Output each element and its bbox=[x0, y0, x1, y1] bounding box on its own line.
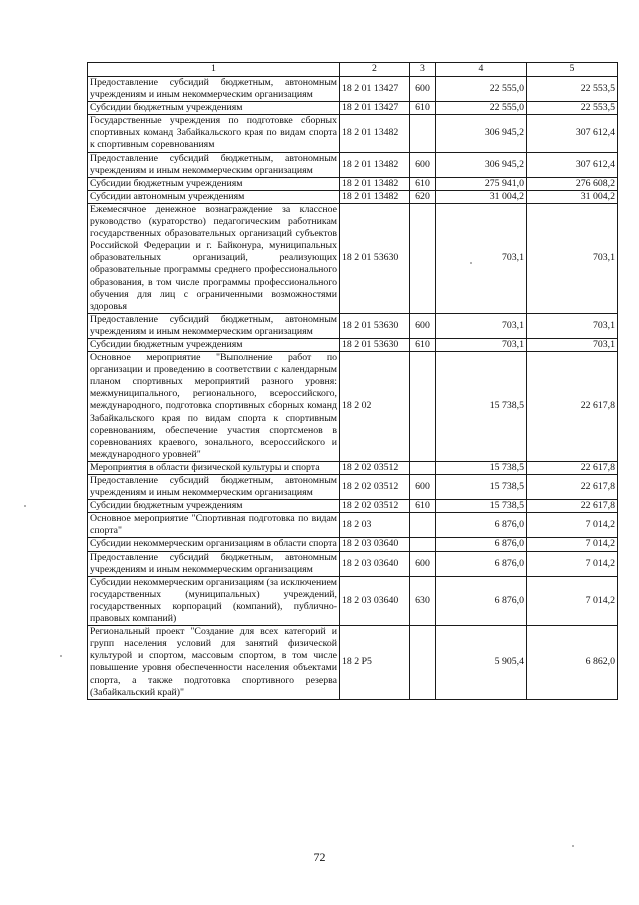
row-code-cell: 18 2 01 53630 bbox=[340, 313, 410, 338]
row-amount-2-cell: 31 004,2 bbox=[527, 190, 618, 203]
row-amount-2-cell: 276 608,2 bbox=[527, 177, 618, 190]
row-amount-2-cell: 22 617,8 bbox=[527, 352, 618, 462]
row-amount-2-cell: 703,1 bbox=[527, 313, 618, 338]
scan-speck bbox=[572, 845, 574, 847]
scan-speck bbox=[60, 655, 62, 657]
row-amount-2-cell: 22 617,8 bbox=[527, 461, 618, 474]
scan-speck bbox=[24, 505, 26, 507]
table-row bbox=[88, 500, 618, 513]
row-code-cell: 18 2 02 03512 bbox=[340, 461, 410, 474]
row-amount-1-cell: 703,1 bbox=[436, 338, 527, 351]
row-code-cell: 18 2 02 03512 bbox=[340, 500, 410, 513]
table-header-row bbox=[88, 63, 618, 77]
row-code-cell: 18 2 02 03512 bbox=[340, 475, 410, 500]
table-row bbox=[88, 77, 618, 102]
table-row bbox=[88, 551, 618, 576]
row-amount-1-cell: 6 876,0 bbox=[436, 551, 527, 576]
row-expense-type-cell bbox=[410, 538, 436, 551]
row-amount-2-cell: 307 612,4 bbox=[527, 115, 618, 152]
table-row bbox=[88, 475, 618, 500]
column-header-code: 2 bbox=[340, 63, 410, 77]
row-amount-1-cell: 15 738,5 bbox=[436, 352, 527, 462]
row-name-cell: Субсидии бюджетным учреждениям bbox=[88, 338, 340, 351]
row-amount-2-cell: 22 553,5 bbox=[527, 102, 618, 115]
table-row bbox=[88, 152, 618, 177]
table-body bbox=[88, 77, 618, 700]
row-amount-2-cell: 22 553,5 bbox=[527, 77, 618, 102]
table-row bbox=[88, 513, 618, 538]
row-expense-type-cell: 610 bbox=[410, 338, 436, 351]
row-name-cell: Мероприятия в области физической культуры и спорта bbox=[88, 461, 340, 474]
row-code-cell: 18 2 01 13482 bbox=[340, 152, 410, 177]
table-row bbox=[88, 190, 618, 203]
row-expense-type-cell bbox=[410, 203, 436, 313]
table-row bbox=[88, 177, 618, 190]
table-row bbox=[88, 352, 618, 462]
row-expense-type-cell: 630 bbox=[410, 576, 436, 625]
row-name-cell: Предоставление субсидий бюджетным, автономным учреждениям и иным некоммерческим организациям bbox=[88, 551, 340, 576]
table-row bbox=[88, 115, 618, 152]
page-number: 72 bbox=[313, 850, 326, 864]
row-amount-2-cell: 7 014,2 bbox=[527, 513, 618, 538]
row-name-cell: Субсидии некоммерческим организациям в области спорта bbox=[88, 538, 340, 551]
row-amount-1-cell: 5 905,4 bbox=[436, 626, 527, 700]
table-row bbox=[88, 313, 618, 338]
table-row bbox=[88, 626, 618, 700]
row-amount-2-cell: 7 014,2 bbox=[527, 551, 618, 576]
row-code-cell: 18 2 01 53630 bbox=[340, 203, 410, 313]
row-expense-type-cell: 620 bbox=[410, 190, 436, 203]
row-amount-1-cell: 6 876,0 bbox=[436, 513, 527, 538]
row-amount-1-cell: 15 738,5 bbox=[436, 475, 527, 500]
row-name-cell: Субсидии автономным учреждениям bbox=[88, 190, 340, 203]
row-expense-type-cell: 610 bbox=[410, 177, 436, 190]
row-amount-2-cell: 7 014,2 bbox=[527, 576, 618, 625]
column-header-amount-2: 5 bbox=[527, 63, 618, 77]
row-expense-type-cell: 610 bbox=[410, 500, 436, 513]
row-expense-type-cell: 600 bbox=[410, 77, 436, 102]
row-name-cell: Государственные учреждения по подготовке сборных спортивных команд Забайкальского края по видам спорта к спортивным соревнованиям bbox=[88, 115, 340, 152]
table-row bbox=[88, 576, 618, 625]
row-expense-type-cell bbox=[410, 626, 436, 700]
row-expense-type-cell: 600 bbox=[410, 313, 436, 338]
column-header-expense-type: 3 bbox=[410, 63, 436, 77]
row-name-cell: Субсидии бюджетным учреждениям bbox=[88, 500, 340, 513]
row-amount-1-cell: 6 876,0 bbox=[436, 538, 527, 551]
row-name-cell: Региональный проект "Создание для всех категорий и групп населения условий для занятий физической культурой и спортом, массовым спортом, в том числе повышение уровня обеспеченности населения объектами спорта, а также подготовка спортивного резерва (Забайкальский край)" bbox=[88, 626, 340, 700]
row-expense-type-cell: 600 bbox=[410, 152, 436, 177]
row-code-cell: 18 2 01 53630 bbox=[340, 338, 410, 351]
table-row bbox=[88, 538, 618, 551]
row-code-cell: 18 2 01 13482 bbox=[340, 177, 410, 190]
row-code-cell: 18 2 03 03640 bbox=[340, 538, 410, 551]
row-amount-2-cell: 22 617,8 bbox=[527, 500, 618, 513]
column-header-amount-1: 4 bbox=[436, 63, 527, 77]
row-name-cell: Предоставление субсидий бюджетным, автономным учреждениям и иным некоммерческим организациям bbox=[88, 475, 340, 500]
scan-speck bbox=[470, 262, 472, 264]
row-name-cell: Основное мероприятие "Спортивная подготовка по видам спорта" bbox=[88, 513, 340, 538]
row-amount-1-cell: 15 738,5 bbox=[436, 461, 527, 474]
row-expense-type-cell bbox=[410, 513, 436, 538]
row-name-cell: Субсидии бюджетным учреждениям bbox=[88, 177, 340, 190]
row-amount-1-cell: 306 945,2 bbox=[436, 152, 527, 177]
budget-table bbox=[87, 62, 618, 700]
row-code-cell: 18 2 01 13482 bbox=[340, 115, 410, 152]
row-amount-1-cell: 22 555,0 bbox=[436, 77, 527, 102]
row-amount-1-cell: 15 738,5 bbox=[436, 500, 527, 513]
table-row bbox=[88, 203, 618, 313]
table-row bbox=[88, 338, 618, 351]
row-name-cell: Субсидии некоммерческим организациям (за исключением государственных (муниципальных) учреждений, государственных корпораций (компаний), публично-правовых компаний) bbox=[88, 576, 340, 625]
table-row bbox=[88, 102, 618, 115]
row-name-cell: Предоставление субсидий бюджетным, автономным учреждениям и иным некоммерческим организациям bbox=[88, 152, 340, 177]
row-expense-type-cell bbox=[410, 115, 436, 152]
row-amount-1-cell: 306 945,2 bbox=[436, 115, 527, 152]
row-code-cell: 18 2 02 bbox=[340, 352, 410, 462]
row-name-cell: Предоставление субсидий бюджетным, автономным учреждениям и иным некоммерческим организациям bbox=[88, 313, 340, 338]
row-name-cell: Ежемесячное денежное вознаграждение за классное руководство (кураторство) педагогическим работникам государственных образовательных организаций субъектов Российской Федерации и г. Байконура, муниципальных образовательных организаций, реализующих образовательные программы среднего профессионального образования, в том числе программы профессионального обучения для лиц с ограниченными возможностями здоровья bbox=[88, 203, 340, 313]
row-code-cell: 18 2 03 03640 bbox=[340, 551, 410, 576]
row-expense-type-cell: 610 bbox=[410, 102, 436, 115]
row-amount-2-cell: 22 617,8 bbox=[527, 475, 618, 500]
row-amount-1-cell: 703,1 bbox=[436, 203, 527, 313]
row-amount-2-cell: 703,1 bbox=[527, 203, 618, 313]
row-amount-1-cell: 275 941,0 bbox=[436, 177, 527, 190]
column-header-name: 1 bbox=[88, 63, 340, 77]
row-name-cell: Основное мероприятие "Выполнение работ по организации и проведению в соответствии с календарным планом спортивных мероприятий разного уровня: межмуниципального, регионального, всероссийского, международного, подготовка спортивных сборных команд Забайкальского края по видам спорта к спортивным соревнованиям, обеспечение участия спортсменов в соревнованиях краевого, зонального, всероссийского и международного уровней" bbox=[88, 352, 340, 462]
row-expense-type-cell: 600 bbox=[410, 475, 436, 500]
table-row bbox=[88, 461, 618, 474]
row-code-cell: 18 2 03 03640 bbox=[340, 576, 410, 625]
row-amount-1-cell: 22 555,0 bbox=[436, 102, 527, 115]
row-expense-type-cell: 600 bbox=[410, 551, 436, 576]
row-amount-2-cell: 6 862,0 bbox=[527, 626, 618, 700]
row-amount-1-cell: 31 004,2 bbox=[436, 190, 527, 203]
row-expense-type-cell bbox=[410, 461, 436, 474]
row-name-cell: Предоставление субсидий бюджетным, автономным учреждениям и иным некоммерческим организациям bbox=[88, 77, 340, 102]
row-amount-2-cell: 307 612,4 bbox=[527, 152, 618, 177]
row-amount-2-cell: 7 014,2 bbox=[527, 538, 618, 551]
row-code-cell: 18 2 P5 bbox=[340, 626, 410, 700]
row-code-cell: 18 2 01 13482 bbox=[340, 190, 410, 203]
row-expense-type-cell bbox=[410, 352, 436, 462]
row-amount-2-cell: 703,1 bbox=[527, 338, 618, 351]
row-code-cell: 18 2 01 13427 bbox=[340, 77, 410, 102]
row-amount-1-cell: 703,1 bbox=[436, 313, 527, 338]
row-name-cell: Субсидии бюджетным учреждениям bbox=[88, 102, 340, 115]
row-amount-1-cell: 6 876,0 bbox=[436, 576, 527, 625]
row-code-cell: 18 2 03 bbox=[340, 513, 410, 538]
row-code-cell: 18 2 01 13427 bbox=[340, 102, 410, 115]
